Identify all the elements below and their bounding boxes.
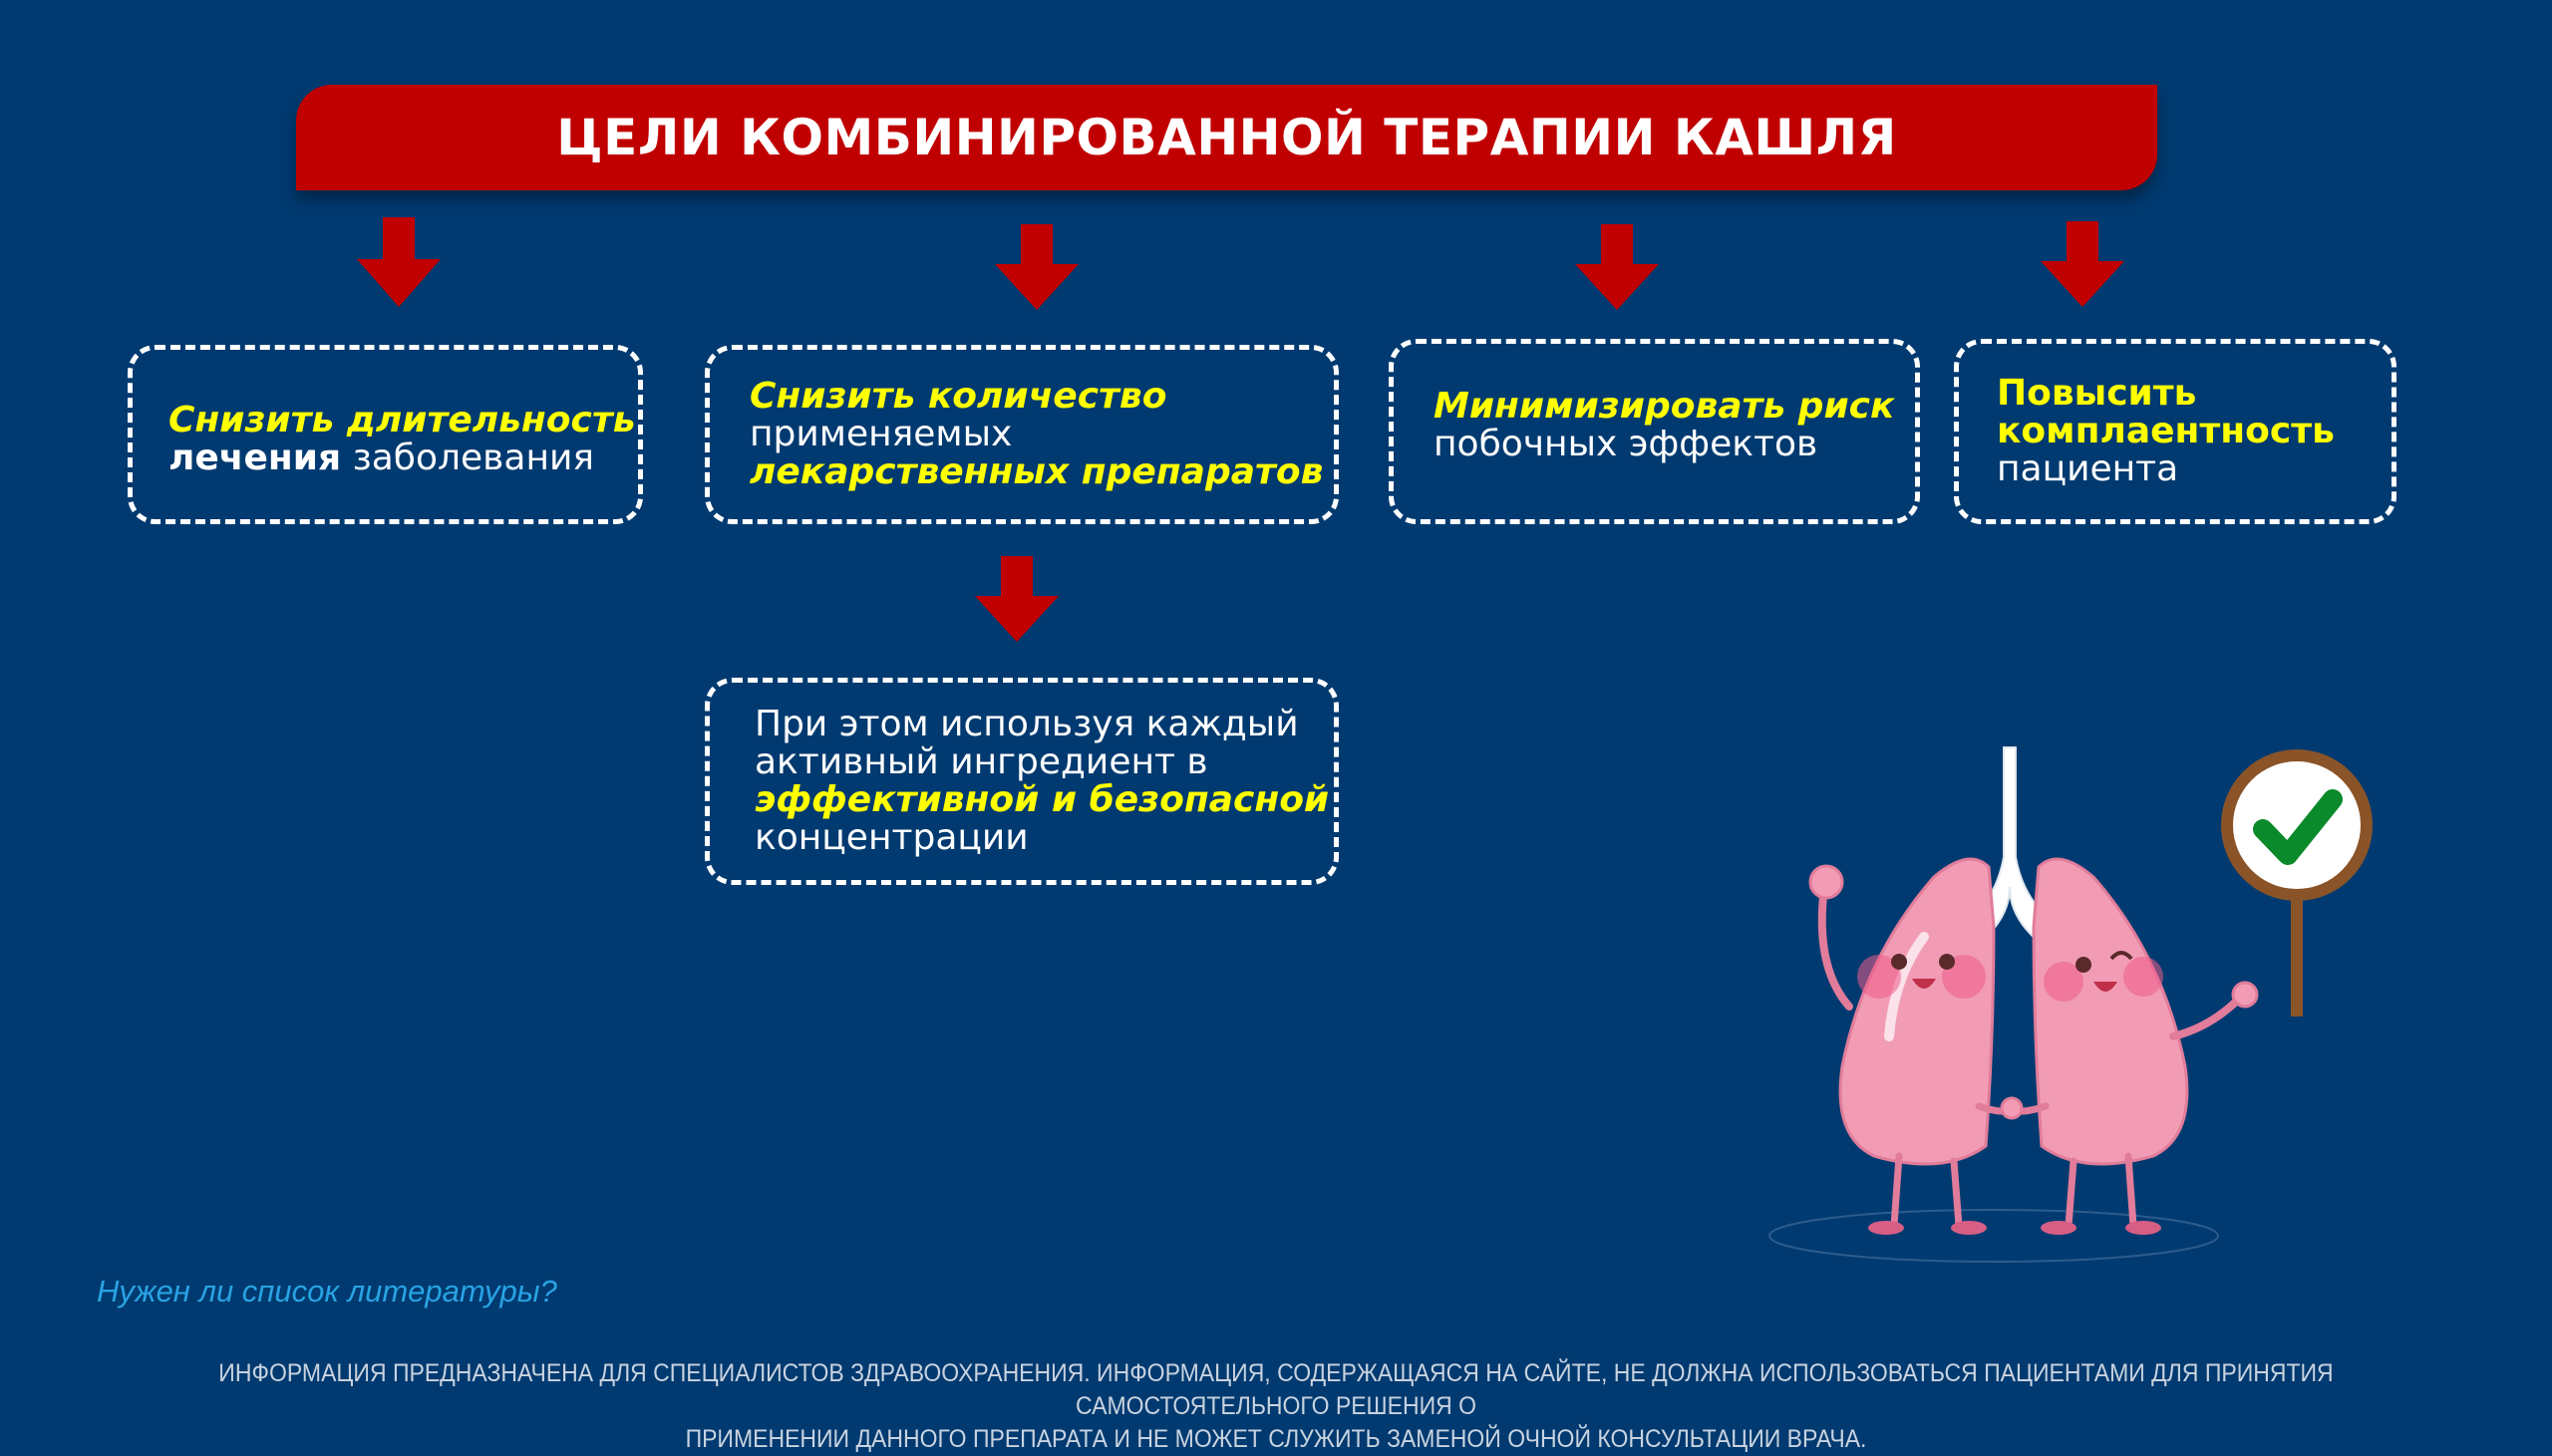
goal-text: пациента xyxy=(1997,448,2179,489)
goal-text: лечения xyxy=(168,437,342,478)
goal-line xyxy=(168,439,638,477)
goal-line xyxy=(750,453,1334,491)
sub-goal-text: При этом используя каждый xyxy=(755,704,1299,744)
goal-line xyxy=(750,416,1334,453)
sub-goal-text: концентрации xyxy=(755,817,1029,858)
goal-line xyxy=(168,402,638,439)
page-title: ЦЕЛИ КОМБИНИРОВАННОЙ ТЕРАПИИ КАШЛЯ xyxy=(556,109,1897,166)
goal-text: лекарственных препаратов xyxy=(750,451,1324,492)
goal-text: заболевания xyxy=(341,437,595,478)
arrow-down-icon xyxy=(975,556,1059,642)
goal-text: Минимизировать риск xyxy=(1434,386,1895,427)
sub-goal-line xyxy=(755,743,1334,781)
goal-line xyxy=(1434,426,1915,463)
arrow-down-icon xyxy=(357,217,441,307)
sub-goal-line xyxy=(755,706,1334,743)
sub-goal-text: эффективной и безопасной xyxy=(755,779,1330,820)
lungs-mascot-icon xyxy=(1754,737,2392,1276)
goal-box-side-effects xyxy=(1389,339,1920,524)
sub-goal-line xyxy=(755,819,1334,857)
arrow-down-icon xyxy=(1575,224,1659,310)
goal-box-drug-count xyxy=(705,345,1339,524)
goal-text: Повысить xyxy=(1997,373,2197,414)
goal-box-compliance xyxy=(1954,339,2396,524)
goal-text: применяемых xyxy=(750,414,1013,454)
goal-box-duration xyxy=(128,345,643,524)
sub-goal-line xyxy=(755,781,1334,819)
goal-text: побочных эффектов xyxy=(1434,424,1818,464)
arrow-down-icon xyxy=(2041,221,2124,307)
goal-text: Снизить количество xyxy=(750,376,1167,417)
goal-line xyxy=(1997,375,2392,413)
goal-text: комплаентность xyxy=(1997,411,2335,451)
goal-line xyxy=(750,378,1334,416)
disclaimer-line: ИНФОРМАЦИЯ ПРЕДНАЗНАЧЕНА ДЛЯ СПЕЦИАЛИСТОВ ЗДРАВООХРАНЕНИЯ. ИНФОРМАЦИЯ, СОДЕРЖАЩАЯСЯ НА САЙТЕ, НЕ ДОЛЖНА ИСПОЛЬЗОВАТЬСЯ ПАЦИЕНТАМИ ДЛЯ ПРИНЯТИЯ САМОСТОЯТЕЛЬНОГО РЕШЕНИЯ О xyxy=(218,1359,2334,1420)
sub-goal-text: активный ингредиент в xyxy=(755,741,1208,782)
title-banner xyxy=(296,85,2157,190)
goal-text: Снизить длительность xyxy=(168,400,636,440)
arrow-down-icon xyxy=(995,224,1079,310)
goal-line xyxy=(1997,413,2392,450)
sub-goal-box xyxy=(705,678,1339,885)
disclaimer xyxy=(158,1357,2395,1456)
goal-line xyxy=(1997,450,2392,488)
disclaimer-line: ПРИМЕНЕНИИ ДАННОГО ПРЕПАРАТА И НЕ МОЖЕТ СЛУЖИТЬ ЗАМЕНОЙ ОЧНОЙ КОНСУЛЬТАЦИИ ВРАЧА. xyxy=(685,1425,1867,1453)
goal-line xyxy=(1434,388,1915,426)
reference-list-link[interactable]: Нужен ли список литературы? xyxy=(97,1274,557,1309)
